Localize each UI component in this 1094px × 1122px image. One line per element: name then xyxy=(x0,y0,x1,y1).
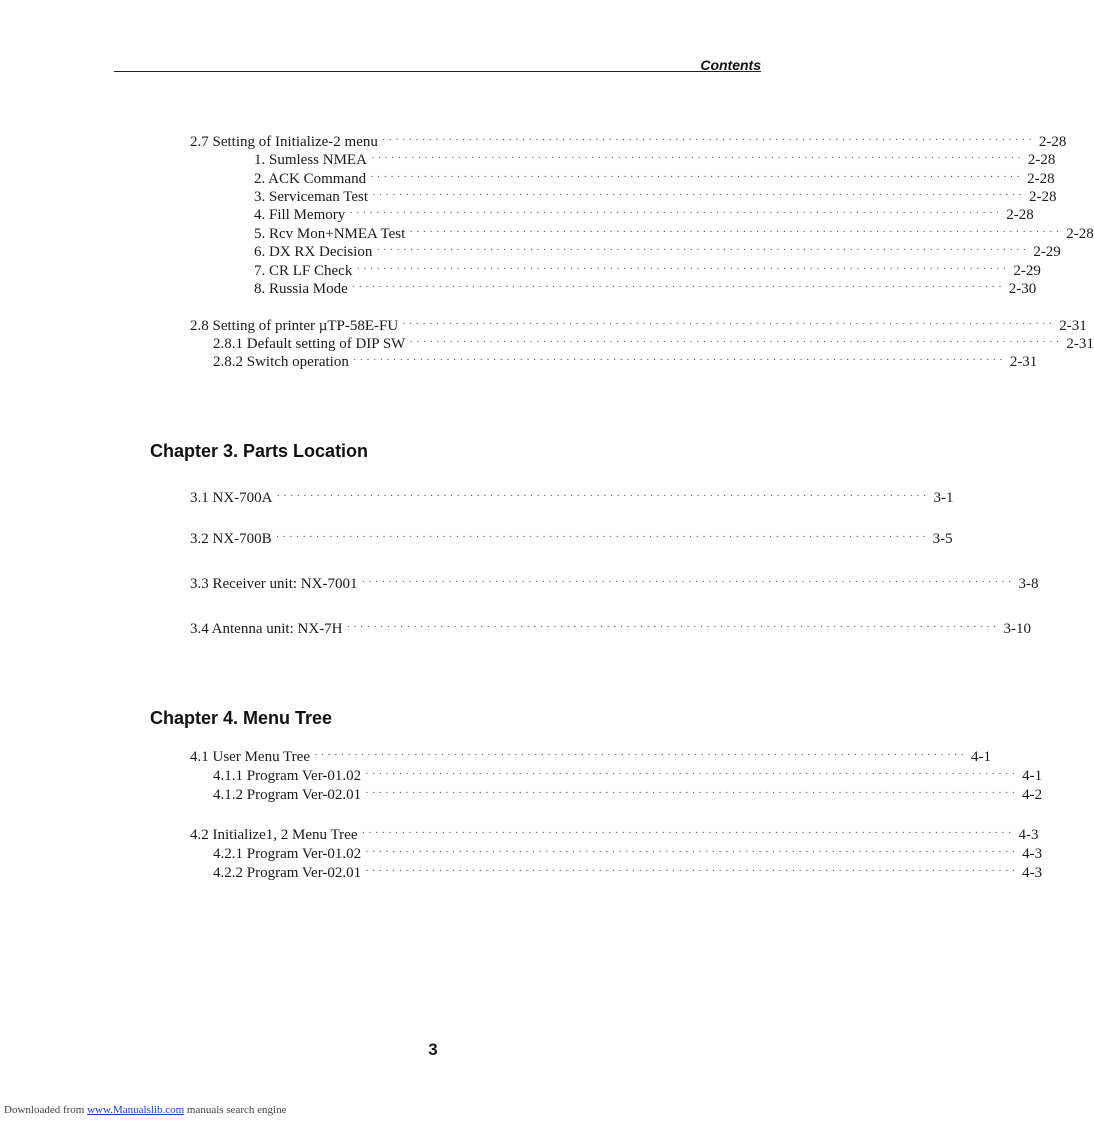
toc-leader-dots: ·································································································· xyxy=(370,152,1024,164)
toc-leader-dots: ·································································································· xyxy=(361,827,1015,839)
toc-leader-dots: ·································································································· xyxy=(402,318,1056,330)
toc-entry-title: 2.7 Setting of Initialize-2 menu xyxy=(190,134,378,150)
download-footer xyxy=(4,1104,286,1116)
toc-entry[interactable] xyxy=(254,243,1061,261)
toc-entry-title: 4.2.1 Program Ver-01.02 xyxy=(213,846,362,862)
toc-entry-title: 1. Sumless NMEA xyxy=(254,152,367,168)
toc-leader-dots: ·································································································· xyxy=(351,281,1005,293)
toc-leader-dots: ·································································································· xyxy=(365,768,1019,780)
toc-entry[interactable] xyxy=(254,170,1055,188)
toc-entry[interactable] xyxy=(190,530,953,548)
toc-entry[interactable] xyxy=(190,575,1039,593)
toc-entry-title: 4. Fill Memory xyxy=(254,207,346,223)
toc-entry-title: 4.2 Initialize1, 2 Menu Tree xyxy=(190,827,358,843)
toc-entry-title: 4.2.2 Program Ver-02.01 xyxy=(213,865,362,881)
toc-entry-page: 2-28 xyxy=(1038,134,1067,150)
toc-entry-page: 2-28 xyxy=(1066,226,1094,242)
toc-leader-dots: ·································································································· xyxy=(314,749,967,761)
toc-entry[interactable] xyxy=(213,767,1043,785)
toc-entry-page: 3-10 xyxy=(1003,621,1031,637)
toc-entry-title: 7. CR LF Check xyxy=(254,263,353,279)
toc-entry-title: 4.1 User Menu Tree xyxy=(190,749,310,765)
toc-leader-dots: ·································································································· xyxy=(346,621,1000,633)
toc-entry[interactable] xyxy=(254,206,1034,224)
toc-entry-page: 2-31 xyxy=(1009,354,1038,370)
toc-entry-title: 3.2 NX-700B xyxy=(190,531,272,547)
toc-entry-page: 4-1 xyxy=(1022,768,1043,784)
toc-entry-page: 2-31 xyxy=(1066,336,1094,352)
toc-leader-dots: ·································································································· xyxy=(376,244,1030,256)
toc-entry[interactable] xyxy=(190,489,954,507)
toc-entry-page: 2-28 xyxy=(1029,189,1057,205)
toc-entry-page: 2-30 xyxy=(1008,281,1037,297)
footer-prefix: Downloaded from xyxy=(4,1104,88,1116)
toc-entry[interactable] xyxy=(190,748,991,766)
toc-entry-page: 2-28 xyxy=(1027,152,1056,168)
toc-entry-page: 3-8 xyxy=(1018,576,1039,592)
toc-entry-page: 2-28 xyxy=(1027,171,1055,187)
toc-entry[interactable] xyxy=(213,353,1038,371)
toc-leader-dots: ·································································································· xyxy=(275,531,929,543)
toc-entry-title: 3.4 Antenna unit: NX-7H xyxy=(190,621,343,637)
toc-entry[interactable] xyxy=(213,335,1094,353)
toc-entry-page: 2-31 xyxy=(1059,318,1087,334)
toc-entry-page: 4-3 xyxy=(1022,846,1043,862)
toc-entry-title: 5. Rcv Mon+NMEA Test xyxy=(254,226,406,242)
toc-leader-dots: ·································································································· xyxy=(381,134,1035,146)
toc-leader-dots: ·································································································· xyxy=(352,354,1006,366)
toc-entry-title: 3.3 Receiver unit: NX-7001 xyxy=(190,576,358,592)
toc-entry-page: 3-1 xyxy=(933,490,954,506)
toc-leader-dots: ·································································································· xyxy=(361,576,1015,588)
page-header-label: Contents xyxy=(700,57,761,73)
toc-entry[interactable] xyxy=(190,133,1067,151)
toc-entry-title: 2.8 Setting of printer µTP-58E-FU xyxy=(190,318,399,334)
toc-leader-dots: ·································································································· xyxy=(372,189,1026,201)
toc-entry-page: 3-5 xyxy=(932,531,953,547)
toc-entry-page: 2-28 xyxy=(1006,207,1034,223)
toc-leader-dots: ·································································································· xyxy=(365,787,1019,799)
toc-leader-dots: ·································································································· xyxy=(276,490,930,502)
manualslib-link[interactable]: www.Manualslib.com xyxy=(87,1104,185,1116)
header-rule xyxy=(114,71,761,72)
toc-entry-title: 4.1.2 Program Ver-02.01 xyxy=(213,787,362,803)
toc-entry-page: 4-3 xyxy=(1018,827,1039,843)
toc-leader-dots: ·································································································· xyxy=(409,336,1063,348)
toc-entry[interactable] xyxy=(213,845,1043,863)
toc-entry[interactable] xyxy=(254,188,1057,206)
toc-entry-title: 2.8.1 Default setting of DIP SW xyxy=(213,336,406,352)
toc-entry[interactable] xyxy=(254,280,1037,298)
page-number: 3 xyxy=(428,1040,438,1059)
toc-entry-page: 2-29 xyxy=(1033,244,1061,260)
toc-entry-page: 4-3 xyxy=(1022,865,1043,881)
toc-entry-title: 3.1 NX-700A xyxy=(190,490,273,506)
toc-entry-page: 4-1 xyxy=(970,749,991,765)
toc-entry[interactable] xyxy=(190,826,1039,844)
toc-leader-dots: ·································································································· xyxy=(365,846,1019,858)
toc-leader-dots: ·································································································· xyxy=(356,263,1010,275)
toc-entry[interactable] xyxy=(254,262,1041,280)
toc-entry-title: 2.8.2 Switch operation xyxy=(213,354,349,370)
toc-entry-page: 2-29 xyxy=(1013,263,1041,279)
toc-entry[interactable] xyxy=(254,225,1094,243)
chapter-title: Chapter 3. Parts Location xyxy=(150,441,369,461)
toc-entry[interactable] xyxy=(190,317,1087,335)
toc-entry-title: 3. Serviceman Test xyxy=(254,189,369,205)
toc-leader-dots: ·································································································· xyxy=(370,171,1024,183)
chapter-title: Chapter 4. Menu Tree xyxy=(150,708,333,728)
toc-leader-dots: ·································································································· xyxy=(349,207,1003,219)
footer-suffix: manuals search engine xyxy=(184,1104,287,1116)
toc-entry-title: 2. ACK Command xyxy=(254,171,367,187)
toc-entry-title: 8. Russia Mode xyxy=(254,281,348,297)
toc-entry[interactable] xyxy=(213,786,1043,804)
toc-entry-page: 4-2 xyxy=(1022,787,1043,803)
toc-entry-title: 6. DX RX Decision xyxy=(254,244,373,260)
toc-entry[interactable] xyxy=(190,620,1031,638)
toc-leader-dots: ·································································································· xyxy=(409,226,1063,238)
toc-entry[interactable] xyxy=(254,151,1056,169)
toc-leader-dots: ·································································································· xyxy=(365,865,1019,877)
toc-entry-title: 4.1.1 Program Ver-01.02 xyxy=(213,768,362,784)
toc-entry[interactable] xyxy=(213,864,1043,882)
